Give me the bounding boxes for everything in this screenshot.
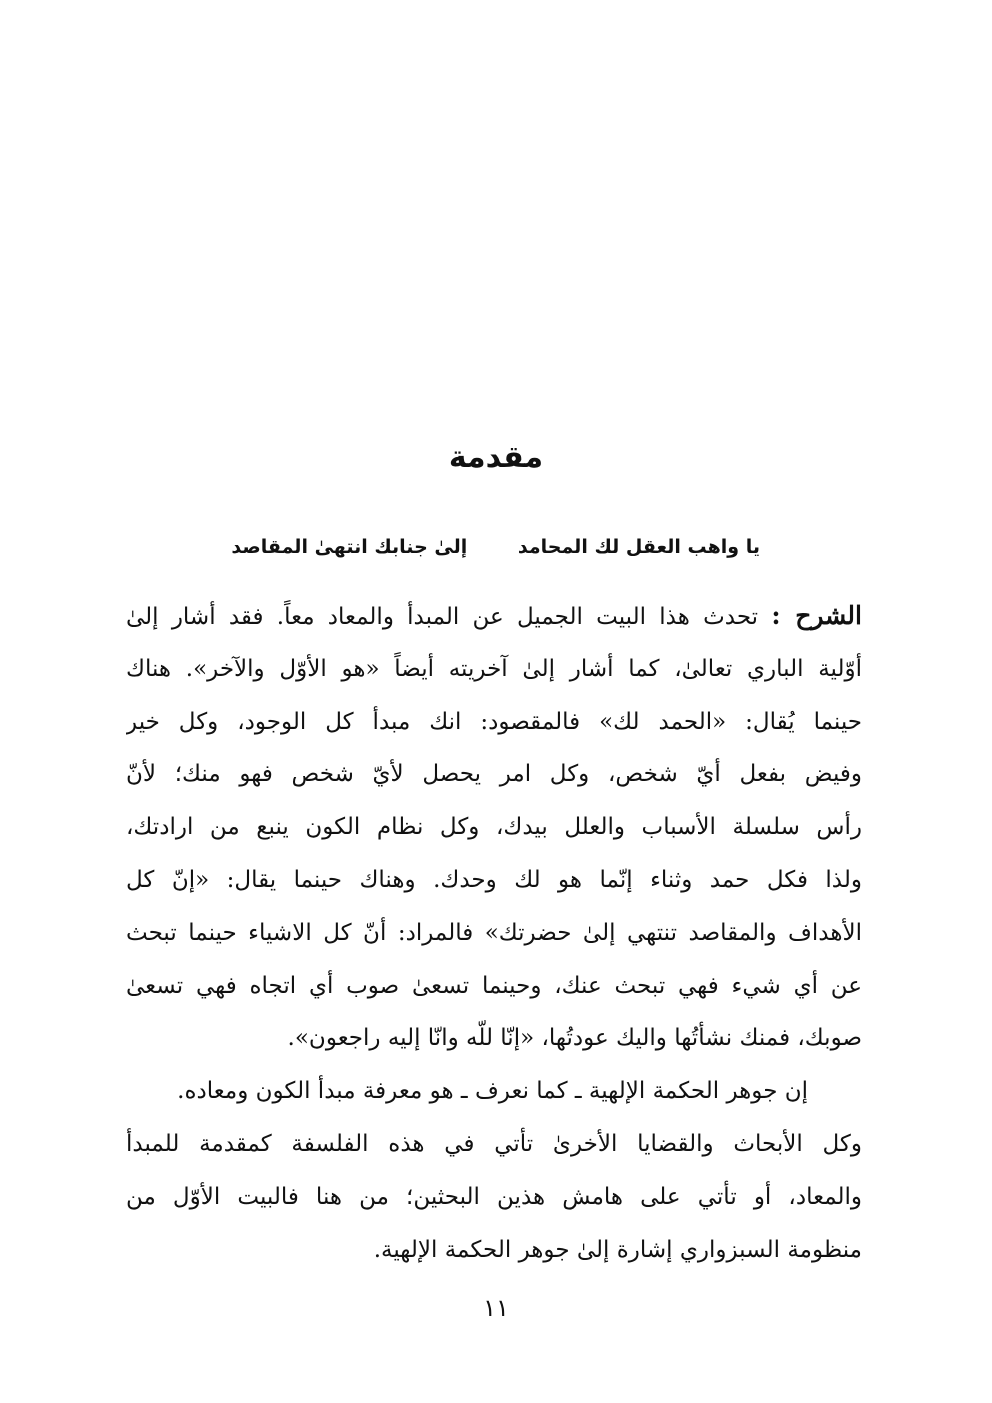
commentary-lead: الشرح : xyxy=(771,601,862,630)
verse-second-hemistich: إلىٰ جنابك انتهىٰ المقاصد xyxy=(231,536,468,558)
paragraph-line: صوبك، فمنك نشأتُها واليك عودتُها، «إنّا للّه وانّا إليه راجعون». xyxy=(287,1025,862,1052)
paragraph-line xyxy=(126,590,862,643)
paragraph-line: ولذا فكل حمد وثناء إنّما هو لك وحدك. وهناك حينما يقال: «إنّ كل xyxy=(126,866,862,893)
paragraph-line: عن أي شيء فهي تبحث عنك، وحينما تسعىٰ صوب أي اتجاه فهي تسعىٰ xyxy=(126,972,862,999)
page-number: ١١ xyxy=(483,1294,509,1322)
paragraph-line: وفيض بفعل أيّ شخص، وكل امر يحصل لأيّ شخص فهو منك؛ لأنّ xyxy=(126,761,862,788)
paragraph-line: أوّلية الباري تعالىٰ، كما أشار إلىٰ آخريته أيضاً «هو الأوّل والآخر». هناك xyxy=(126,655,862,682)
body-text xyxy=(126,590,862,1276)
paragraph-line: رأس سلسلة الأسباب والعلل بيدك، وكل نظام الكون ينبع من ارادتك، xyxy=(126,814,862,841)
paragraph-line: وكل الأبحاث والقضايا الأخرىٰ تأتي في هذه الفلسفة كمقدمة للمبدأ xyxy=(126,1130,862,1157)
paragraph-line: إن جوهر الحكمة الإلهية ـ كما نعرف ـ هو معرفة مبدأ الكون ومعاده. xyxy=(177,1078,808,1105)
line-text: تحدث هذا البيت الجميل عن المبدأ والمعاد معاً. فقد أشار إلىٰ xyxy=(126,604,759,630)
verse-first-hemistich: يا واهب العقل لك المحامد xyxy=(517,536,760,558)
poem-verse xyxy=(200,536,760,558)
paragraph-line: الأهداف والمقاصد تنتهي إلىٰ حضرتك» فالمراد: أنّ كل الاشياء حينما تبحث xyxy=(126,919,862,946)
paragraph-line: والمعاد، أو تأتي على هامش هذين البحثين؛ من هنا فالبيت الأوّل من xyxy=(126,1183,862,1210)
paragraph-line: منظومة السبزواري إشارة إلىٰ جوهر الحكمة الإلهية. xyxy=(373,1236,862,1263)
page-title: مقدمة xyxy=(448,440,544,475)
paragraph-line: حينما يُقال: «الحمد لك» فالمقصود: انك مبدأ كل الوجود، وكل خير xyxy=(126,708,862,735)
